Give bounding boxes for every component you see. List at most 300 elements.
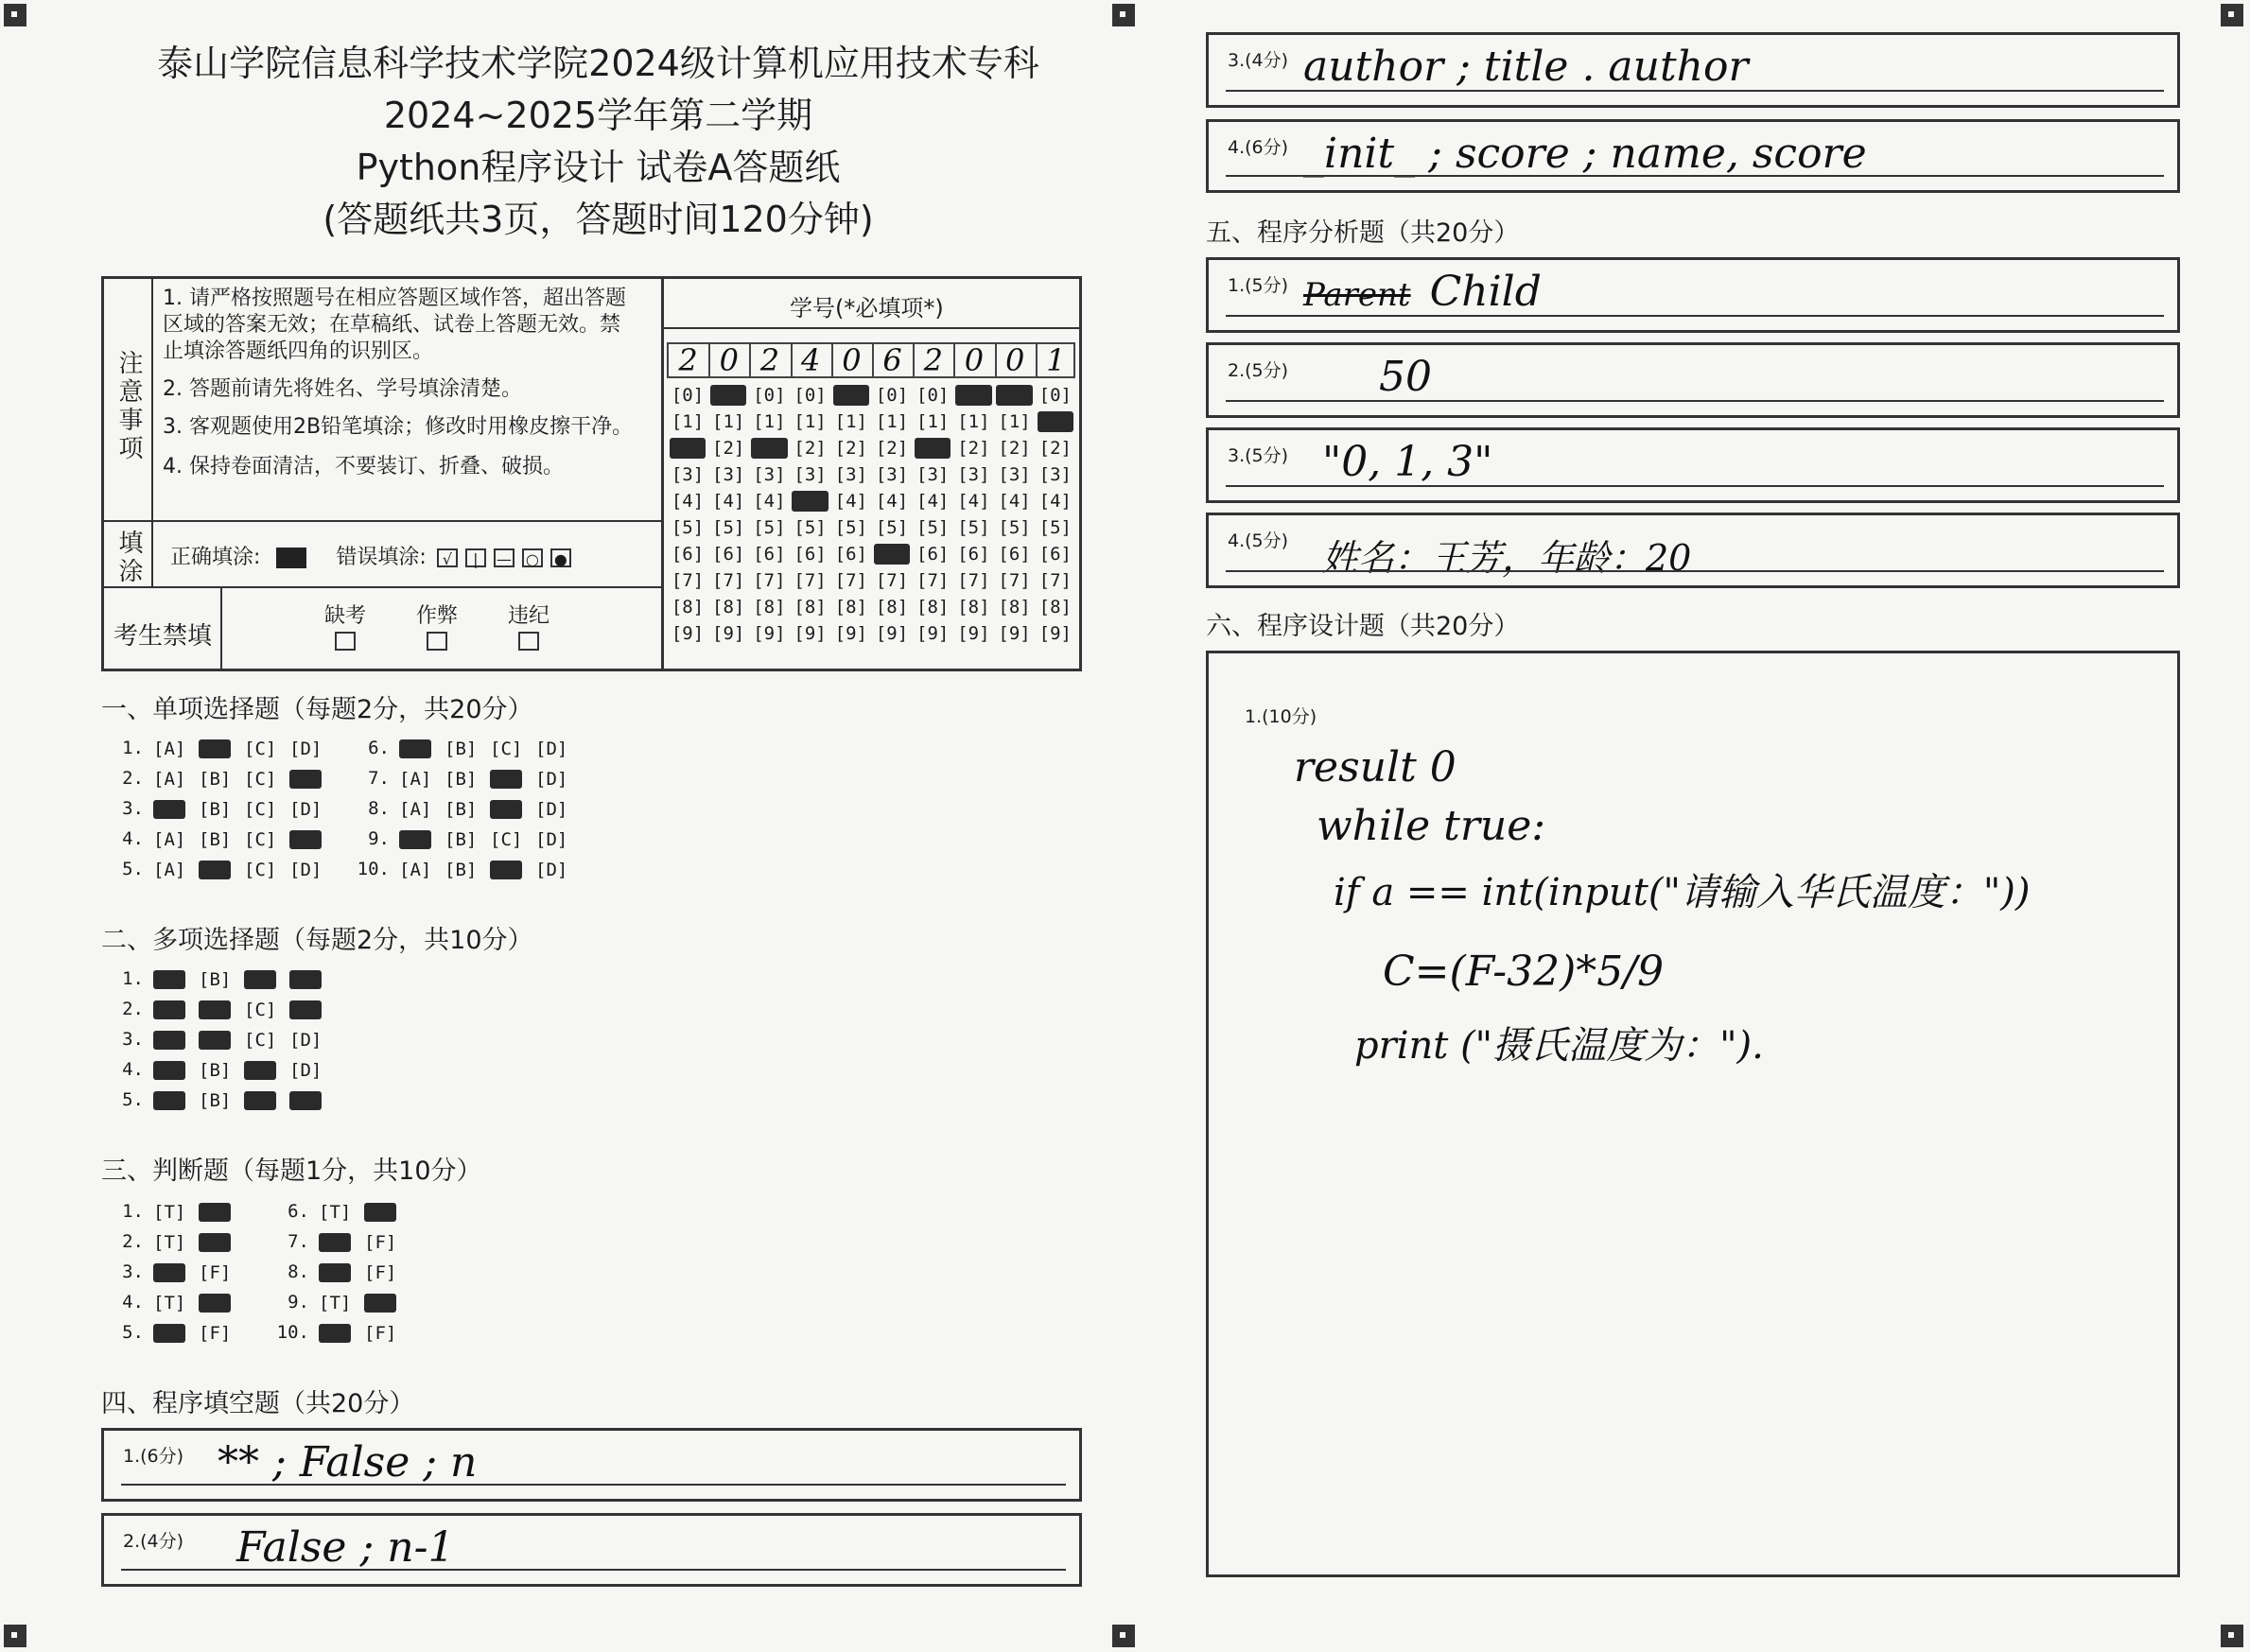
answer-row: [106, 999, 335, 1019]
answer-row: [271, 1201, 410, 1222]
student-id-bubble-label: [4]: [875, 491, 909, 512]
student-id-bubble[interactable]: [709, 594, 747, 620]
answer-bubble[interactable]: [B]: [199, 1089, 232, 1111]
answer-bubble[interactable]: [A]: [153, 768, 186, 790]
student-id-bubble[interactable]: [832, 567, 870, 594]
student-id-bubble[interactable]: [873, 620, 911, 647]
student-id-bubble[interactable]: [996, 382, 1034, 409]
answer-row: [352, 738, 581, 758]
student-id-label: 学号(*必填项*): [790, 295, 944, 322]
student-id-bubble[interactable]: [709, 541, 747, 567]
design-answer-label: 1.(10分): [1245, 706, 1317, 727]
student-id-bubble-label: [710, 385, 746, 406]
student-id-bubble[interactable]: [709, 620, 747, 647]
answer-bubble[interactable]: [B]: [445, 859, 478, 880]
answer-bubble[interactable]: [B]: [445, 798, 478, 820]
student-id-bubble-label: [6]: [998, 544, 1031, 565]
answer-bubble[interactable]: [199, 1031, 231, 1050]
answer-row: [106, 768, 335, 789]
answer-row: [271, 1231, 410, 1252]
student-id-bubble-label: [6]: [1038, 544, 1072, 565]
student-id-bubble[interactable]: [832, 620, 870, 647]
student-id-bubble[interactable]: [954, 461, 992, 488]
answer-bubble[interactable]: [F]: [364, 1261, 397, 1283]
student-id-bubble[interactable]: [709, 567, 747, 594]
answer-bubble[interactable]: [A]: [399, 798, 432, 820]
answer-label: 2.(4分): [123, 1531, 184, 1552]
answer-bubble[interactable]: [T]: [153, 1292, 186, 1313]
student-id-bubble-label: [3]: [998, 464, 1031, 485]
code-line: if a == int(input("请输入华氏温度：")): [1334, 871, 2031, 914]
student-id-bubble[interactable]: [873, 382, 911, 409]
answer-row: [352, 859, 581, 879]
correct-fill-sample: [276, 548, 306, 568]
student-id-bubble[interactable]: [750, 567, 788, 594]
student-id-bubble[interactable]: [914, 514, 951, 541]
student-id-bubble[interactable]: [709, 382, 747, 409]
answer-bubble[interactable]: [B]: [199, 1059, 232, 1081]
student-id-bubble-label: [4]: [998, 491, 1031, 512]
answer-bubble[interactable]: [D]: [289, 859, 323, 880]
student-id-bubble[interactable]: [1037, 488, 1074, 514]
student-id-bubble[interactable]: [1037, 594, 1074, 620]
answer-bubble[interactable]: [F]: [364, 1231, 397, 1253]
answer-label: 4.(5分): [1228, 530, 1289, 551]
notice-item: 4. 保持卷面清洁，不要装订、折叠、破损。: [163, 455, 564, 478]
student-id-bubble[interactable]: [996, 461, 1034, 488]
answer-bubble[interactable]: [199, 861, 231, 879]
answer-bubble[interactable]: [199, 1233, 231, 1252]
student-id-bubble[interactable]: [914, 382, 951, 409]
student-id-bubble[interactable]: [954, 541, 992, 567]
student-id-bubble[interactable]: [996, 620, 1034, 647]
student-id-bubble[interactable]: [669, 514, 706, 541]
student-id-bubble[interactable]: [954, 435, 992, 461]
answer-bubble[interactable]: [D]: [289, 798, 323, 820]
student-id-bubble[interactable]: [750, 541, 788, 567]
answer-bubble[interactable]: [244, 970, 276, 989]
student-id-bubble[interactable]: [669, 461, 706, 488]
student-id-bubble[interactable]: [1037, 620, 1074, 647]
student-id-bubble[interactable]: [792, 435, 829, 461]
answer-bubble[interactable]: [490, 800, 522, 819]
student-id-bubble[interactable]: [1037, 435, 1074, 461]
corner-mark-bottom-center: [1112, 1625, 1135, 1647]
student-id-bubble-label: [8]: [916, 597, 950, 617]
answer-bubble[interactable]: [199, 1203, 231, 1222]
answer-bubble[interactable]: [B]: [199, 798, 232, 820]
answer-bubble[interactable]: [D]: [535, 768, 568, 790]
answer-bubble[interactable]: [C]: [244, 859, 277, 880]
forbid-violation-checkbox[interactable]: [518, 632, 539, 651]
student-id-bubble[interactable]: [750, 461, 788, 488]
answer-bubble[interactable]: [C]: [244, 999, 277, 1020]
answer-bubble[interactable]: [153, 1324, 185, 1343]
student-id-bubble-label: [3]: [753, 464, 786, 485]
student-id-bubble[interactable]: [750, 382, 788, 409]
student-id-bubble[interactable]: [832, 435, 870, 461]
answer-bubble[interactable]: [B]: [199, 968, 232, 990]
student-id-bubble-label: [6]: [957, 544, 990, 565]
student-id-bubble[interactable]: [832, 514, 870, 541]
student-id-bubble[interactable]: [873, 435, 911, 461]
student-id-bubble-label: [915, 438, 951, 459]
answer-bubble[interactable]: [289, 1091, 322, 1110]
answer-bubble[interactable]: [A]: [153, 859, 186, 880]
student-id-bubble[interactable]: [709, 488, 747, 514]
answer-bubble[interactable]: [244, 1091, 276, 1110]
fill-heading: 填涂: [114, 530, 143, 586]
student-id-bubble-label: [6]: [834, 544, 867, 565]
student-id-bubble-label: [6]: [916, 544, 950, 565]
student-id-bubble[interactable]: [873, 594, 911, 620]
student-id-bubble[interactable]: [750, 488, 788, 514]
answer-bubble[interactable]: [289, 1000, 322, 1019]
answer-bubble[interactable]: [399, 830, 431, 849]
answer-bubble[interactable]: [490, 770, 522, 789]
student-id-bubble[interactable]: [669, 435, 706, 461]
answer-bubble[interactable]: [F]: [364, 1322, 397, 1344]
student-id-bubble-label: [3]: [712, 464, 745, 485]
student-id-bubble-label: [3]: [916, 464, 950, 485]
answer-bubble[interactable]: [153, 1091, 185, 1110]
answer-bubble[interactable]: [C]: [490, 738, 523, 759]
student-id-bubble[interactable]: [669, 620, 706, 647]
question-number: 4.: [122, 1292, 144, 1313]
answer-bubble[interactable]: [153, 1061, 185, 1080]
question-number: 2.: [122, 999, 144, 1019]
student-id-bubble[interactable]: [792, 620, 829, 647]
forbid-heading: 考生禁填: [113, 622, 213, 651]
answer-bubble[interactable]: [D]: [535, 738, 568, 759]
answer-bubble[interactable]: [B]: [445, 768, 478, 790]
answer-bubble[interactable]: [C]: [244, 768, 277, 790]
student-id-bubble[interactable]: [996, 541, 1034, 567]
student-id-digit: 1: [1046, 342, 1066, 378]
answer-text: "0, 1, 3": [1322, 438, 1493, 486]
student-id-bubble-label: [9]: [875, 623, 909, 644]
student-id-bubble[interactable]: [832, 461, 870, 488]
forbid-absent-checkbox[interactable]: [335, 632, 356, 651]
section4-title: 四、程序填空题（共20分）: [101, 1389, 415, 1418]
answer-bubble[interactable]: [T]: [153, 1201, 186, 1223]
student-id-bubble[interactable]: [792, 461, 829, 488]
student-id-bubble[interactable]: [832, 594, 870, 620]
student-id-digit: 2: [668, 344, 710, 376]
student-id-bubble[interactable]: [873, 488, 911, 514]
answer-bubble[interactable]: [B]: [445, 828, 478, 850]
answer-bubble[interactable]: [A]: [399, 859, 432, 880]
student-id-bubble[interactable]: [954, 594, 992, 620]
student-id-bubble-label: [3]: [1038, 464, 1072, 485]
analysis-answer-1[interactable]: [1206, 257, 2180, 333]
student-id-bubble[interactable]: [832, 382, 870, 409]
student-id-bubble-label: [6]: [712, 544, 745, 565]
question-number: 2.: [122, 1231, 144, 1252]
answer-text: ** ; False ; n: [218, 1438, 478, 1487]
student-id-bubble[interactable]: [914, 620, 951, 647]
student-id-bubble-label: [5]: [916, 517, 950, 538]
answer-bubble[interactable]: [D]: [289, 1059, 323, 1081]
answer-bubble[interactable]: [153, 970, 185, 989]
forbid-violation-label: 违纪: [507, 604, 549, 628]
answer-bubble[interactable]: [B]: [445, 738, 478, 759]
student-id-bubble-label: [0]: [916, 385, 950, 406]
student-id-bubble-label: [751, 438, 787, 459]
question-number: 1.: [122, 738, 144, 758]
answer-bubble[interactable]: [289, 970, 322, 989]
answer-row: [106, 738, 335, 758]
student-id-column: [873, 382, 911, 647]
student-id-column: [954, 382, 992, 647]
student-id-bubble[interactable]: [996, 594, 1034, 620]
student-id-bubble[interactable]: [792, 382, 829, 409]
student-id-bubble[interactable]: [954, 620, 992, 647]
answer-bubble[interactable]: [319, 1324, 351, 1343]
student-id-bubble-label: [0]: [753, 385, 786, 406]
answer-bubble[interactable]: [C]: [490, 828, 523, 850]
student-id-bubble[interactable]: [832, 488, 870, 514]
student-id-bubble[interactable]: [709, 514, 747, 541]
student-id-bubble[interactable]: [873, 514, 911, 541]
student-id-bubble[interactable]: [750, 435, 788, 461]
answer-bubble[interactable]: [364, 1203, 396, 1222]
student-id-column: [709, 382, 747, 647]
student-id-bubble-label: [5]: [671, 517, 705, 538]
section1-title: 一、单项选择题（每题2分，共20分）: [101, 695, 533, 724]
answer-bubble[interactable]: [199, 1294, 231, 1313]
question-number: 3.: [122, 798, 144, 819]
student-id-bubble-label: [5]: [712, 517, 745, 538]
student-id-bubble[interactable]: [1037, 461, 1074, 488]
student-id-bubble[interactable]: [954, 514, 992, 541]
fill-example: [170, 541, 575, 570]
code-line: result 0: [1294, 743, 1456, 791]
analysis-answer-3[interactable]: [1206, 427, 2180, 503]
student-id-bubble-label: [2]: [875, 438, 909, 459]
student-id-bubble[interactable]: [1037, 541, 1074, 567]
student-id-bubble[interactable]: [954, 567, 992, 594]
student-id-bubble-label: [833, 385, 869, 406]
student-id-bubble-label: [996, 385, 1032, 406]
answer-row: [106, 1201, 244, 1222]
student-id-bubble[interactable]: [954, 488, 992, 514]
question-number: 6.: [368, 738, 390, 758]
wrong-mark: |: [465, 548, 486, 567]
student-id-bubble[interactable]: [792, 541, 829, 567]
student-id-bubble-label: [5]: [834, 517, 867, 538]
student-id-bubble-label: [874, 544, 910, 565]
student-id-bubble[interactable]: [914, 541, 951, 567]
answer-bubble[interactable]: [T]: [319, 1292, 352, 1313]
student-id-bubble-label: [0]: [671, 385, 705, 406]
struck-answer: Parent: [1303, 276, 1411, 314]
student-id-bubble-label: [1]: [998, 411, 1031, 432]
student-id-bubble[interactable]: [954, 409, 992, 435]
student-id-bubble-label: [0]: [794, 385, 827, 406]
student-id-bubble[interactable]: [914, 461, 951, 488]
student-id-bubble[interactable]: [832, 409, 870, 435]
answer-bubble[interactable]: [C]: [244, 738, 277, 759]
student-id-bubble-label: [8]: [794, 597, 827, 617]
student-id-bubble[interactable]: [792, 514, 829, 541]
student-id-bubble[interactable]: [954, 382, 992, 409]
student-id-bubble[interactable]: [792, 488, 829, 514]
student-id-digit: 2: [749, 344, 792, 376]
answer-bubble[interactable]: [B]: [199, 828, 232, 850]
fill-answer-4[interactable]: [1206, 119, 2180, 193]
answer-bubble[interactable]: [199, 1000, 231, 1019]
answer-bubble[interactable]: [C]: [244, 798, 277, 820]
answer-bubble[interactable]: [D]: [535, 828, 568, 850]
student-id-bubble[interactable]: [914, 435, 951, 461]
student-id-bubble[interactable]: [792, 594, 829, 620]
student-id-bubble-label: [7]: [875, 570, 909, 591]
answer-bubble[interactable]: [F]: [199, 1261, 232, 1283]
student-id-bubble[interactable]: [669, 541, 706, 567]
student-id-bubble[interactable]: [792, 567, 829, 594]
answer-label: 3.(4分): [1228, 50, 1289, 71]
answer-bubble[interactable]: [A]: [399, 768, 432, 790]
answer-bubble[interactable]: [153, 1000, 185, 1019]
student-id-bubble[interactable]: [750, 620, 788, 647]
student-id-bubble[interactable]: [669, 488, 706, 514]
student-id-bubble[interactable]: [996, 567, 1034, 594]
student-id-bubble-label: [8]: [998, 597, 1031, 617]
student-id-bubble[interactable]: [1037, 382, 1074, 409]
answer-bubble[interactable]: [D]: [289, 738, 323, 759]
answer-bubble[interactable]: [490, 861, 522, 879]
student-id-bubble-label: [4]: [1038, 491, 1072, 512]
student-id-bubble[interactable]: [669, 409, 706, 435]
student-id-bubble-label: [5]: [1038, 517, 1072, 538]
answer-bubble[interactable]: [D]: [535, 859, 568, 880]
student-id-bubble[interactable]: [996, 488, 1034, 514]
answer-bubble[interactable]: [D]: [535, 798, 568, 820]
student-id-bubble-label: [5]: [957, 517, 990, 538]
answer-bubble[interactable]: [F]: [199, 1322, 232, 1344]
student-id-bubble[interactable]: [996, 435, 1034, 461]
header-line-term: 2024~2025学年第二学期: [383, 95, 813, 136]
answer-bubble[interactable]: [T]: [153, 1231, 186, 1253]
student-id-bubble[interactable]: [792, 409, 829, 435]
student-id-bubble[interactable]: [914, 594, 951, 620]
answer-row: [106, 798, 335, 819]
forbid-cheat-checkbox[interactable]: [427, 632, 447, 651]
question-number: 7.: [368, 768, 390, 789]
student-id-bubble[interactable]: [996, 514, 1034, 541]
student-id-bubble-label: [8]: [1038, 597, 1072, 617]
student-id-bubble[interactable]: [914, 488, 951, 514]
answer-bubble[interactable]: [289, 830, 322, 849]
answer-bubble[interactable]: [289, 770, 322, 789]
question-number: 8.: [368, 798, 390, 819]
student-id-bubble[interactable]: [996, 409, 1034, 435]
student-id-bubble[interactable]: [832, 541, 870, 567]
student-id-bubble-label: [2]: [957, 438, 990, 459]
answer-bubble[interactable]: [153, 800, 185, 819]
forbid-cheat-label: 作弊: [415, 604, 458, 628]
student-id-bubble-label: [1]: [712, 411, 745, 432]
student-id-bubble[interactable]: [709, 409, 747, 435]
student-id-column: [1037, 382, 1074, 647]
student-id-bubble[interactable]: [914, 567, 951, 594]
student-id-bubble-label: [1]: [753, 411, 786, 432]
answer-bubble[interactable]: [B]: [199, 768, 232, 790]
student-id-bubble[interactable]: [1037, 514, 1074, 541]
answer-bubble[interactable]: [399, 739, 431, 758]
student-id-bubble[interactable]: [669, 594, 706, 620]
answer-bubble[interactable]: [C]: [244, 1029, 277, 1051]
student-id-bubble[interactable]: [1037, 567, 1074, 594]
answer-bubble[interactable]: [153, 1031, 185, 1050]
student-id-bubble[interactable]: [669, 567, 706, 594]
answer-row: [352, 798, 581, 819]
answer-bubble[interactable]: [364, 1294, 396, 1313]
student-id-bubble-label: [8]: [712, 597, 745, 617]
student-id-bubble[interactable]: [750, 409, 788, 435]
student-id-bubble-label: [7]: [1038, 570, 1072, 591]
student-id-bubble-label: [4]: [916, 491, 950, 512]
student-id-bubble[interactable]: [873, 461, 911, 488]
student-id-bubble[interactable]: [750, 594, 788, 620]
student-id-bubble-label: [4]: [712, 491, 745, 512]
answer-bubble[interactable]: [A]: [153, 828, 186, 850]
answer-bubble[interactable]: [C]: [244, 828, 277, 850]
student-id-bubble[interactable]: [914, 409, 951, 435]
answer-text: author ; title . author: [1303, 43, 1749, 91]
analysis-answer-2[interactable]: [1206, 342, 2180, 418]
answer-bubble[interactable]: [319, 1233, 351, 1252]
student-id-bubble[interactable]: [1037, 409, 1074, 435]
answer-bubble[interactable]: [199, 739, 231, 758]
answer-row: [271, 1292, 410, 1313]
question-number: 10.: [357, 859, 390, 879]
student-id-bubble[interactable]: [709, 435, 747, 461]
fill-answer-3[interactable]: [1206, 32, 2180, 108]
fill-answer-2[interactable]: [101, 1513, 1082, 1587]
answer-bubble[interactable]: [T]: [319, 1201, 352, 1223]
answer-bubble[interactable]: [319, 1263, 351, 1282]
student-id-bubble[interactable]: [873, 541, 911, 567]
student-id-bubble[interactable]: [873, 567, 911, 594]
notice-item: 1. 请严格按照题号在相应答题区域作答，超出答题区域的答案无效；在草稿纸、试卷上答题无效。禁止填涂答题纸四角的识别区。: [163, 287, 626, 363]
answer-bubble[interactable]: [D]: [289, 1029, 323, 1051]
student-id-column: [750, 382, 788, 647]
header-line-school: 泰山学院信息科学技术学院2024级计算机应用技术专科: [157, 43, 1039, 84]
question-number: 10.: [276, 1322, 309, 1343]
section2-title: 二、多项选择题（每题2分，共10分）: [101, 926, 533, 955]
question-number: 8.: [288, 1261, 309, 1282]
student-id-bubble-label: [0]: [875, 385, 909, 406]
student-id-bubble[interactable]: [669, 382, 706, 409]
student-id-bubble[interactable]: [873, 409, 911, 435]
student-id-bubble[interactable]: [709, 461, 747, 488]
student-id-bubble-label: [9]: [834, 623, 867, 644]
answer-row: [106, 1292, 244, 1313]
fill-answer-1[interactable]: [101, 1428, 1082, 1502]
answer-bubble[interactable]: [244, 1061, 276, 1080]
student-id-bubble[interactable]: [750, 514, 788, 541]
answer-bubble[interactable]: [A]: [153, 738, 186, 759]
student-id-bubble-label: [9]: [712, 623, 745, 644]
student-id-bubble-label: [9]: [916, 623, 950, 644]
answer-label: 1.(6分): [123, 1446, 184, 1467]
student-id-column: [669, 382, 706, 647]
answer-bubble[interactable]: [153, 1263, 185, 1282]
student-id-bubble-label: [7]: [794, 570, 827, 591]
analysis-answer-4[interactable]: [1206, 513, 2180, 588]
